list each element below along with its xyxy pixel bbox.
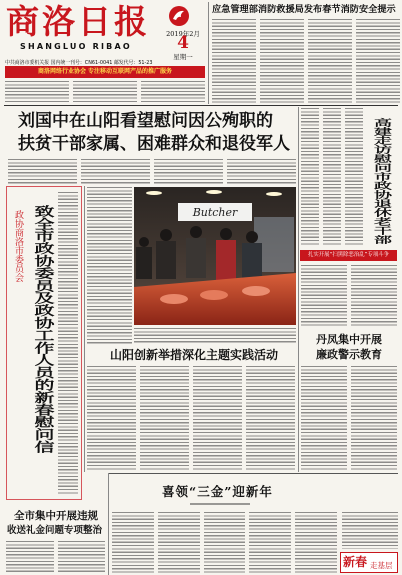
publication-info-line: 中共商洛市委机关报 国内统一刊号：CN61-0041 邮发代号：51-23	[5, 60, 153, 66]
brief-text-block	[5, 81, 205, 103]
text-column	[58, 541, 106, 574]
ad-banner	[5, 66, 205, 78]
issue-year-month: 2019年2月	[166, 30, 200, 38]
text-column	[141, 81, 205, 103]
top-story-body	[212, 19, 400, 103]
section-rule	[4, 105, 398, 106]
column-rule	[84, 186, 85, 472]
newspaper-emblem-icon	[168, 5, 190, 27]
bottom-left-headline-line1[interactable]: 全市集中开展违规	[14, 510, 98, 522]
masthead-title: 商洛日报	[6, 2, 150, 41]
column-rule	[298, 107, 299, 472]
bottom-story-body-right	[342, 512, 398, 549]
bottom-story-body	[112, 512, 337, 574]
shop-sign-text: Butcher	[192, 206, 238, 219]
lead-headline-line2[interactable]: 扶贫干部家属、困难群众和退役军人	[18, 134, 290, 154]
danfeng-headline-line1[interactable]: 丹凤集中开展	[316, 333, 382, 346]
campaign-banner-text: 扎实开展“扫黑除恶治乱”专项斗争	[307, 252, 390, 258]
text-column	[212, 19, 256, 103]
person-head	[246, 231, 258, 243]
text-column	[58, 192, 78, 494]
text-column	[345, 108, 363, 245]
letter-org: 政协商洛市委员会	[13, 210, 23, 282]
text-column	[227, 159, 296, 184]
letter-side-text	[58, 192, 78, 494]
text-column	[323, 108, 341, 245]
text-column	[193, 366, 242, 471]
text-column	[73, 81, 137, 103]
lead-story-body	[8, 159, 296, 184]
meat-cut	[160, 294, 188, 304]
column-logo-new-spring	[340, 552, 398, 573]
text-column	[308, 19, 352, 103]
letter-org-wrap	[13, 210, 23, 290]
person-body	[136, 247, 152, 279]
text-column	[8, 159, 77, 184]
bottom-story-byline-line	[190, 503, 250, 505]
campaign-story-body	[301, 265, 397, 327]
issue-day: 4	[177, 33, 189, 53]
person-body	[216, 240, 236, 280]
person-body	[186, 238, 206, 278]
news-photo[interactable]	[134, 187, 296, 325]
meat-cut	[242, 286, 270, 296]
person-head	[139, 237, 149, 247]
text-column	[5, 81, 69, 103]
bottom-left-headline-line2[interactable]: 收送礼金问题专项整治	[7, 525, 103, 536]
column-rule	[108, 473, 109, 575]
text-column	[246, 366, 295, 471]
text-column	[260, 19, 304, 103]
text-column	[154, 159, 223, 184]
text-column	[140, 366, 189, 471]
text-column	[112, 512, 154, 574]
issue-weekday: 星期一	[173, 53, 193, 61]
text-column	[342, 512, 398, 549]
person-head	[160, 229, 172, 241]
top-story-headline[interactable]: 应急管理部消防救援局发布春节消防安全提示	[212, 4, 396, 15]
text-column	[87, 366, 136, 471]
section-rule	[108, 473, 398, 474]
ad-banner-text: 商洛网络行业协会 专注移动互联网产品的推广服务	[37, 68, 173, 75]
text-column	[81, 159, 150, 184]
letter-title[interactable]: 致全市政协委员及政协工作人员的新春慰问信	[31, 205, 55, 453]
bottom-story-headline[interactable]: 喜领“三金”迎新年	[162, 484, 273, 499]
right-story-body	[301, 108, 363, 245]
text-column	[356, 19, 400, 103]
danfeng-headline-line2[interactable]: 廉政警示教育	[316, 348, 382, 361]
masthead-pinyin: SHANGLUO RIBAO	[20, 42, 132, 51]
ceiling-light	[266, 192, 282, 196]
text-column	[87, 187, 132, 344]
right-vertical-headline-wrap	[372, 118, 392, 245]
text-column	[295, 512, 337, 574]
middle-story-headline[interactable]: 山阳创新举措深化主题实践活动	[110, 348, 279, 362]
middle-story-body	[87, 366, 295, 471]
person-body	[156, 241, 176, 279]
ceiling-light	[146, 191, 162, 195]
text-column	[301, 265, 347, 327]
text-column	[301, 366, 347, 471]
text-column	[249, 512, 291, 574]
text-column	[301, 108, 319, 245]
campaign-banner	[300, 250, 397, 261]
danfeng-story-body	[301, 366, 397, 471]
letter-title-wrap	[33, 205, 55, 455]
text-column	[158, 512, 200, 574]
ceiling-light	[206, 190, 222, 194]
text-column	[351, 366, 397, 471]
person-body	[242, 243, 262, 279]
meat-cut	[200, 290, 228, 300]
bottom-left-story-body	[6, 541, 105, 574]
text-column	[204, 512, 246, 574]
person-head	[190, 226, 202, 238]
right-vertical-headline[interactable]: 高建走访慰问市政协退休老干部	[371, 118, 392, 244]
column-logo-big: 新春	[343, 555, 368, 569]
letter-body	[87, 187, 132, 344]
column-rule	[208, 2, 209, 104]
text-column	[134, 328, 296, 344]
lead-headline-line1[interactable]: 刘国中在山阳看望慰问因公殉职的	[18, 111, 273, 131]
person-head	[220, 228, 232, 240]
column-logo-small: 走基层	[370, 561, 393, 570]
text-column	[351, 265, 397, 327]
text-column	[6, 541, 54, 574]
photo-caption	[134, 328, 296, 344]
